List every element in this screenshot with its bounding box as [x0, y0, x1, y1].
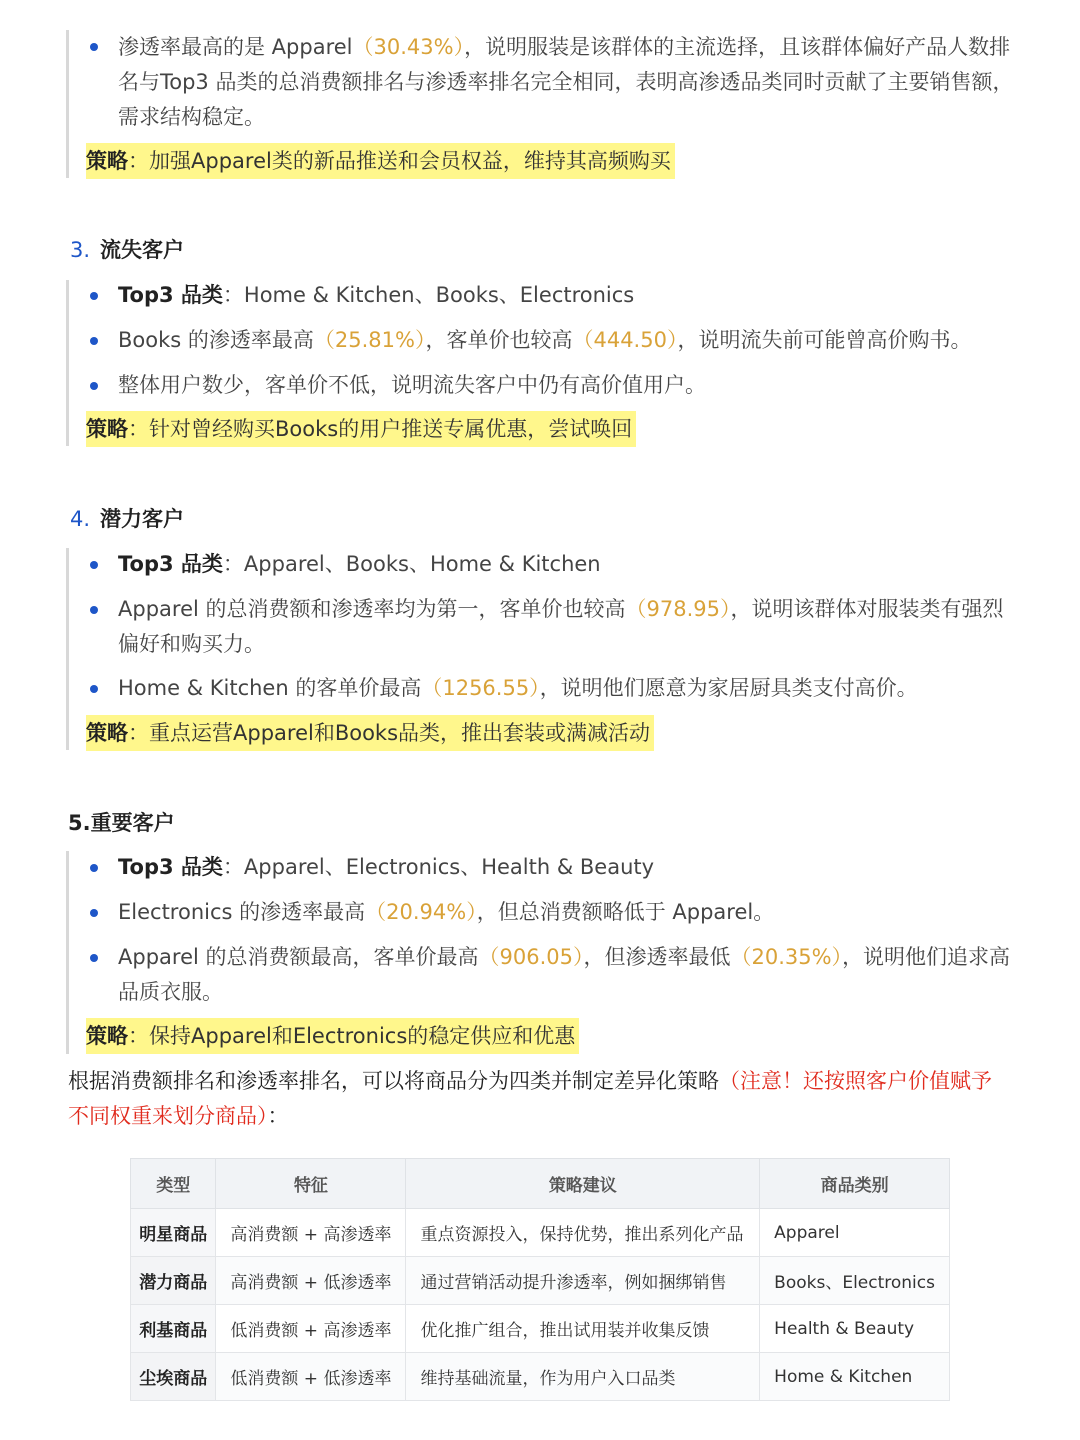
table-row: [131, 1305, 950, 1353]
table-header-row: [131, 1159, 950, 1209]
table-header-cell: 类型: [131, 1159, 216, 1209]
bullet-dot: [90, 909, 98, 917]
table-cell: 重点资源投入，保持优势，推出系列化产品: [406, 1209, 760, 1257]
section5-strategy: 策略：保持Apparel和Electronics的稳定供应和优惠: [86, 1018, 579, 1054]
bullet-dot: [90, 606, 98, 614]
section3-bullet-users: 整体用户数少，客单价不低，说明流失客户中仍有高价值用户。: [118, 373, 706, 397]
table-cell: 高消费额 + 高渗透率: [216, 1209, 406, 1257]
table-cell: 低消费额 + 高渗透率: [216, 1305, 406, 1353]
table-row: [131, 1353, 950, 1401]
table-header-cell: 策略建议: [406, 1159, 760, 1209]
table-row: [131, 1209, 950, 1257]
bullet-dot: [90, 685, 98, 693]
section4-quote-bar: [66, 548, 69, 750]
section4-bullet-apparel: Apparel 的总消费额和渗透率均为第一，客单价也较高（978.95），说明该群体对服装类有强烈偏好和购买力。: [118, 597, 1004, 656]
section3-strategy: 策略：针对曾经购买Books的用户推送专属优惠，尝试唤回: [86, 411, 636, 447]
section3-top3: Top3 品类：Home & Kitchen、Books、Electronics: [118, 283, 635, 307]
summary-paragraph: 根据消费额排名和渗透率排名，可以将商品分为四类并制定差异化策略（注意！还按照客户价值赋予不同权重来划分商品）：: [68, 1069, 992, 1128]
section3-quote-bar: [66, 280, 69, 446]
section2-quote-bar: [66, 30, 69, 178]
red-note: （注意！还按照客户价值赋予不同权重来划分商品）: [68, 1069, 992, 1128]
table-cell: Apparel: [760, 1209, 950, 1257]
table-header-cell: 商品类别: [760, 1159, 950, 1209]
table-cell: 维持基础流量，作为用户入口品类: [406, 1353, 760, 1401]
table-cell: 高消费额 + 低渗透率: [216, 1257, 406, 1305]
section3-bullet-books: Books 的渗透率最高（25.81%），客单价也较高（444.50），说明流失前可能曾高价购书。: [118, 328, 972, 352]
bullet-dot: [90, 864, 98, 872]
bullet-dot: [90, 382, 98, 390]
section5-bullet-apparel: Apparel 的总消费额最高，客单价最高（906.05），但渗透率最低（20.35%），说明他们追求高品质衣服。: [118, 945, 1011, 1004]
table-cell: 优化推广组合，推出试用装并收集反馈: [406, 1305, 760, 1353]
section4-heading: 4. 潜力客户: [70, 507, 185, 531]
bullet-dot: [90, 954, 98, 962]
table-cell: 通过营销活动提升渗透率，例如捆绑销售: [406, 1257, 760, 1305]
bullet-dot: [90, 561, 98, 569]
section4-bullet-home: Home & Kitchen 的客单价最高（1256.55），说明他们愿意为家居厨具类支付高价。: [118, 676, 918, 700]
table-cell: 明星商品: [131, 1209, 216, 1257]
table-cell: 低消费额 + 低渗透率: [216, 1353, 406, 1401]
section2-bullet: 渗透率最高的是 Apparel（30.43%），说明服装是该群体的主流选择，且该群体偏好产品人数排名与Top3 品类的总消费额排名与渗透率排名完全相同，表明高渗透品类同时贡献了主要销售额，需求结构稳定。: [118, 35, 1014, 129]
table-cell: Books、Electronics: [760, 1257, 950, 1305]
section4-strategy: 策略：重点运营Apparel和Books品类，推出套装或满减活动: [86, 715, 654, 751]
table-cell: 潜力商品: [131, 1257, 216, 1305]
bullet-dot: [90, 337, 98, 345]
number-highlight: （30.43%）: [352, 35, 465, 59]
table-cell: Health & Beauty: [760, 1305, 950, 1353]
section5-top3: Top3 品类：Apparel、Electronics、Health & Beauty: [118, 855, 655, 879]
section3-heading: 3. 流失客户: [70, 238, 185, 262]
strategy-label: 策略: [86, 149, 128, 173]
table-cell: 尘埃商品: [131, 1353, 216, 1401]
table-header-cell: 特征: [216, 1159, 406, 1209]
section5-heading: 5.重要客户: [68, 811, 175, 835]
bullet-dot: [90, 43, 98, 51]
category-table: [130, 1158, 950, 1401]
bullet-dot: [90, 292, 98, 300]
section2-strategy: 策略：加强Apparel类的新品推送和会员权益，维持其高频购买: [86, 143, 675, 179]
section5-quote-bar: [66, 851, 69, 1054]
section4-top3: Top3 品类：Apparel、Books、Home & Kitchen: [118, 552, 601, 576]
section5-bullet-electronics: Electronics 的渗透率最高（20.94%），但总消费额略低于 Apparel。: [118, 900, 775, 924]
table-cell: Home & Kitchen: [760, 1353, 950, 1401]
table-row: [131, 1257, 950, 1305]
table-cell: 利基商品: [131, 1305, 216, 1353]
